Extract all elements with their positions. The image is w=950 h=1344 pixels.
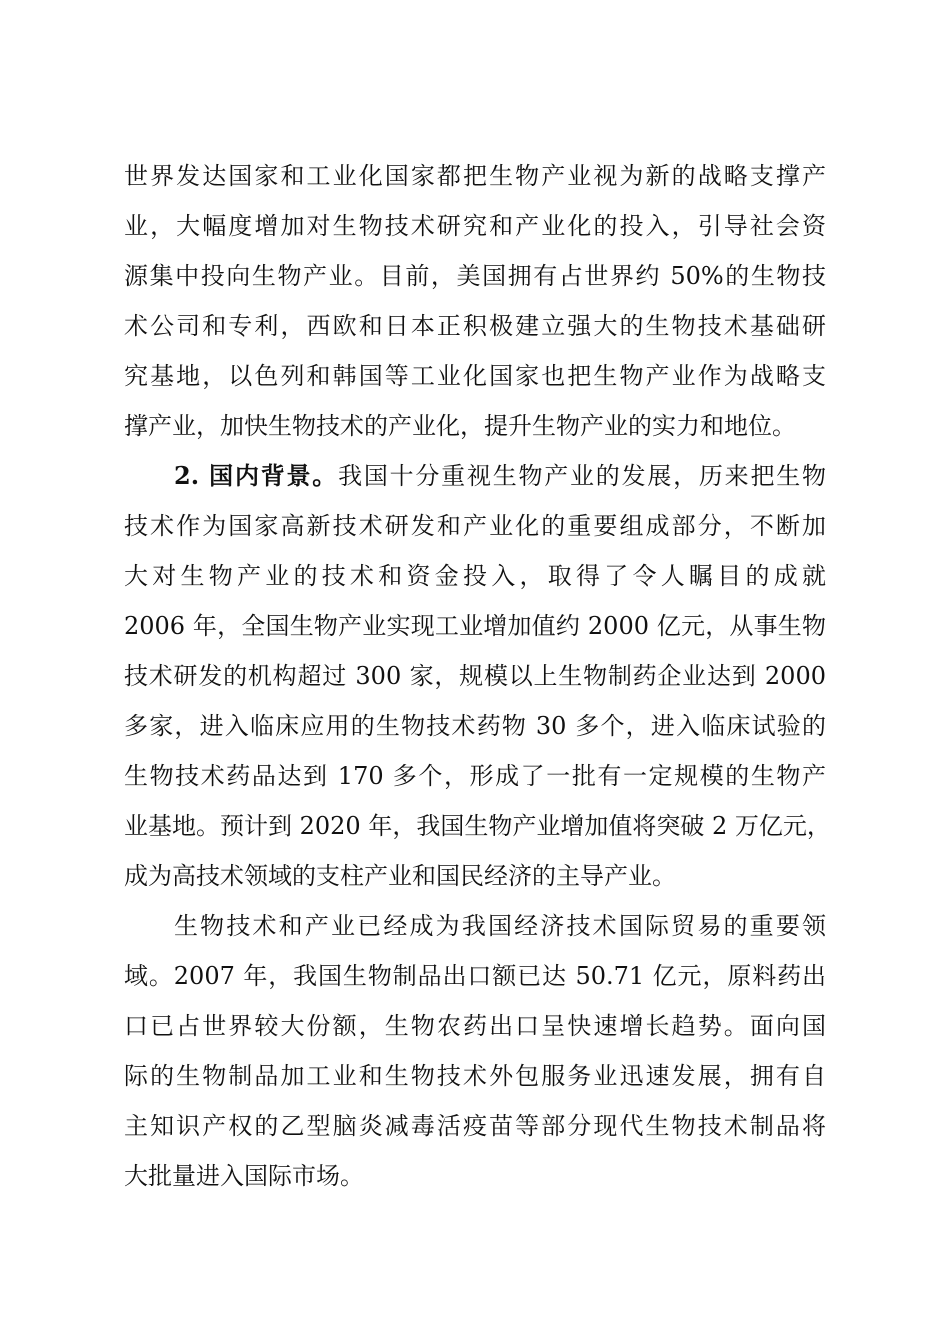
text-line: 大批量进入国际市场。 xyxy=(124,1162,364,1190)
text-line: 际的生物制品加工业和生物技术外包服务业迅速发展，拥有自 xyxy=(124,1062,826,1090)
text-line: 口已占世界较大份额，生物农药出口呈快速增长趋势。面向国 xyxy=(124,1012,826,1040)
text-line: 主知识产权的乙型脑炎减毒活疫苗等部分现代生物技术制品将 xyxy=(124,1112,826,1140)
text-line: 究基地，以色列和韩国等工业化国家也把生物产业作为战略支 xyxy=(124,362,826,390)
text-line: 世界发达国家和工业化国家都把生物产业视为新的战略支撑产 xyxy=(124,162,826,190)
section-heading: 2. 国内背景。 xyxy=(174,461,339,490)
text-line: 业，大幅度增加对生物技术研究和产业化的投入，引导社会资 xyxy=(124,212,826,240)
text-line: 生物技术和产业已经成为我国经济技术国际贸易的重要领 xyxy=(174,912,826,940)
text-line: 大对生物产业的技术和资金投入，取得了令人瞩目的成就 xyxy=(124,562,826,590)
text-line: 源集中投向生物产业。目前，美国拥有占世界约 50%的生物技 xyxy=(124,262,826,290)
text-line: 撑产业，加快生物技术的产业化，提升生物产业的实力和地位。 xyxy=(124,412,796,440)
text-line: 业基地。预计到 2020 年，我国生物产业增加值将突破 2 万亿元， xyxy=(124,812,831,840)
text-line: 成为高技术领域的支柱产业和国民经济的主导产业。 xyxy=(124,862,676,890)
text-line: 我国十分重视生物产业的发展，历来把生物 xyxy=(338,462,826,490)
text-line: 2006 年，全国生物产业实现工业增加值约 2000 亿元，从事生物 xyxy=(124,612,826,640)
text-line: 技术研发的机构超过 300 家，规模以上生物制药企业达到 2000 xyxy=(124,662,826,690)
text-line: 多家，进入临床应用的生物技术药物 30 多个，进入临床试验的 xyxy=(124,712,826,740)
text-line: 技术作为国家高新技术研发和产业化的重要组成部分，不断加 xyxy=(124,512,826,540)
text-line: 域。2007 年，我国生物制品出口额已达 50.71 亿元，原料药出 xyxy=(124,962,826,990)
section-heading-line xyxy=(174,456,826,496)
text-line: 生物技术药品达到 170 多个，形成了一批有一定规模的生物产 xyxy=(124,762,826,790)
text-line: 术公司和专利，西欧和日本正积极建立强大的生物技术基础研 xyxy=(124,312,826,340)
